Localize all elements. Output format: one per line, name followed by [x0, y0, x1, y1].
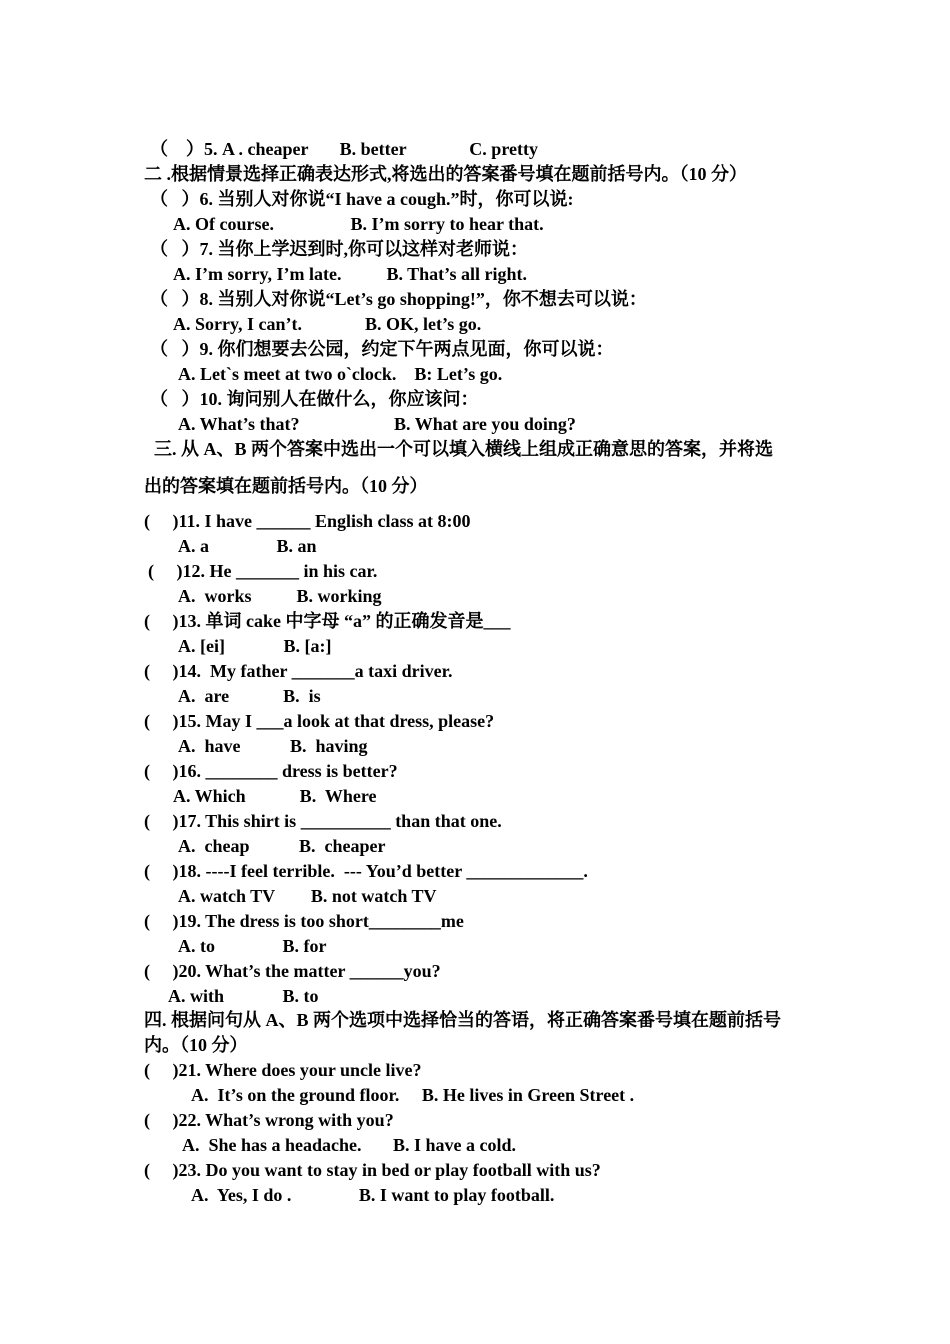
- question-17: ( )17. This shirt is __________ than that one.: [144, 811, 502, 831]
- question-12: ( )12. He _______ in his car.: [148, 561, 378, 581]
- question-12-options: A. works B. working: [178, 586, 382, 606]
- question-21-options: A. It’s on the ground floor. B. He lives in Green Street .: [191, 1085, 635, 1105]
- section-2-heading: 二 .根据情景选择正确表达形式,将选出的答案番号填在题前括号内。（10 分）: [144, 164, 747, 184]
- question-10-options: A. What’s that? B. What are you doing?: [178, 414, 576, 434]
- question-11-options: A. a B. an: [178, 536, 317, 556]
- question-15: ( )15. May I ___a look at that dress, please?: [144, 711, 495, 731]
- question-14: ( )14. My father _______a taxi driver.: [144, 661, 453, 681]
- question-19-options: A. to B. for: [178, 936, 327, 956]
- question-20: ( )20. What’s the matter ______you?: [144, 961, 441, 981]
- question-23-options: A. Yes, I do . B. I want to play football.: [191, 1185, 555, 1205]
- question-15-options: A. have B. having: [178, 736, 368, 756]
- question-20-options: A. with B. to: [168, 986, 319, 1006]
- question-5: （ ）5. A . cheaper B. better C. pretty: [150, 139, 538, 159]
- question-18-options: A. watch TV B. not watch TV: [178, 886, 437, 906]
- question-21: ( )21. Where does your uncle live?: [144, 1060, 422, 1080]
- question-22: ( )22. What’s wrong with you?: [144, 1110, 394, 1130]
- question-9: （ ）9. 你们想要去公园，约定下午两点见面，你可以说：: [150, 339, 614, 359]
- question-11: ( )11. I have ______ English class at 8:00: [144, 511, 471, 531]
- section-4-heading-cont: 内。（10 分）: [144, 1035, 248, 1055]
- question-19: ( )19. The dress is too short________me: [144, 911, 464, 931]
- question-10: （ ）10. 询问别人在做什么，你应该问：: [150, 389, 479, 409]
- question-23: ( )23. Do you want to stay in bed or play football with us?: [144, 1160, 601, 1180]
- question-7-options: A. I’m sorry, I’m late. B. That’s all right.: [173, 264, 527, 284]
- question-22-options: A. She has a headache. B. I have a cold.: [182, 1135, 517, 1155]
- question-9-options: A. Let`s meet at two o`clock. B: Let’s go.: [178, 364, 503, 384]
- question-6: （ ）6. 当别人对你说“I have a cough.”时，你可以说:: [150, 189, 574, 209]
- section-3-heading: 三. 从 A、B 两个答案中选出一个可以填入横线上组成正确意思的答案，并将选: [154, 439, 774, 459]
- question-8: （ ）8. 当别人对你说“Let’s go shopping!”，你不想去可以说：: [150, 289, 647, 309]
- section-3-heading-cont: 出的答案填在题前括号内。（10 分）: [144, 476, 428, 496]
- question-8-options: A. Sorry, I can’t. B. OK, let’s go.: [173, 314, 482, 334]
- question-16-options: A. Which B. Where: [173, 786, 377, 806]
- question-13: ( )13. 单词 cake 中字母 “a” 的正确发音是___: [144, 611, 511, 631]
- question-17-options: A. cheap B. cheaper: [178, 836, 386, 856]
- question-6-options: A. Of course. B. I’m sorry to hear that.: [173, 214, 544, 234]
- question-16: ( )16. ________ dress is better?: [144, 761, 398, 781]
- question-13-options: A. [ei] B. [a:]: [178, 636, 332, 656]
- question-7: （ ）7. 当你上学迟到时,你可以这样对老师说：: [150, 239, 528, 259]
- question-14-options: A. are B. is: [178, 686, 321, 706]
- question-18: ( )18. ----I feel terrible. --- You’d better _____________.: [144, 861, 588, 881]
- section-4-heading: 四. 根据问句从 A、B 两个选项中选择恰当的答语，将正确答案番号填在题前括号: [144, 1010, 782, 1030]
